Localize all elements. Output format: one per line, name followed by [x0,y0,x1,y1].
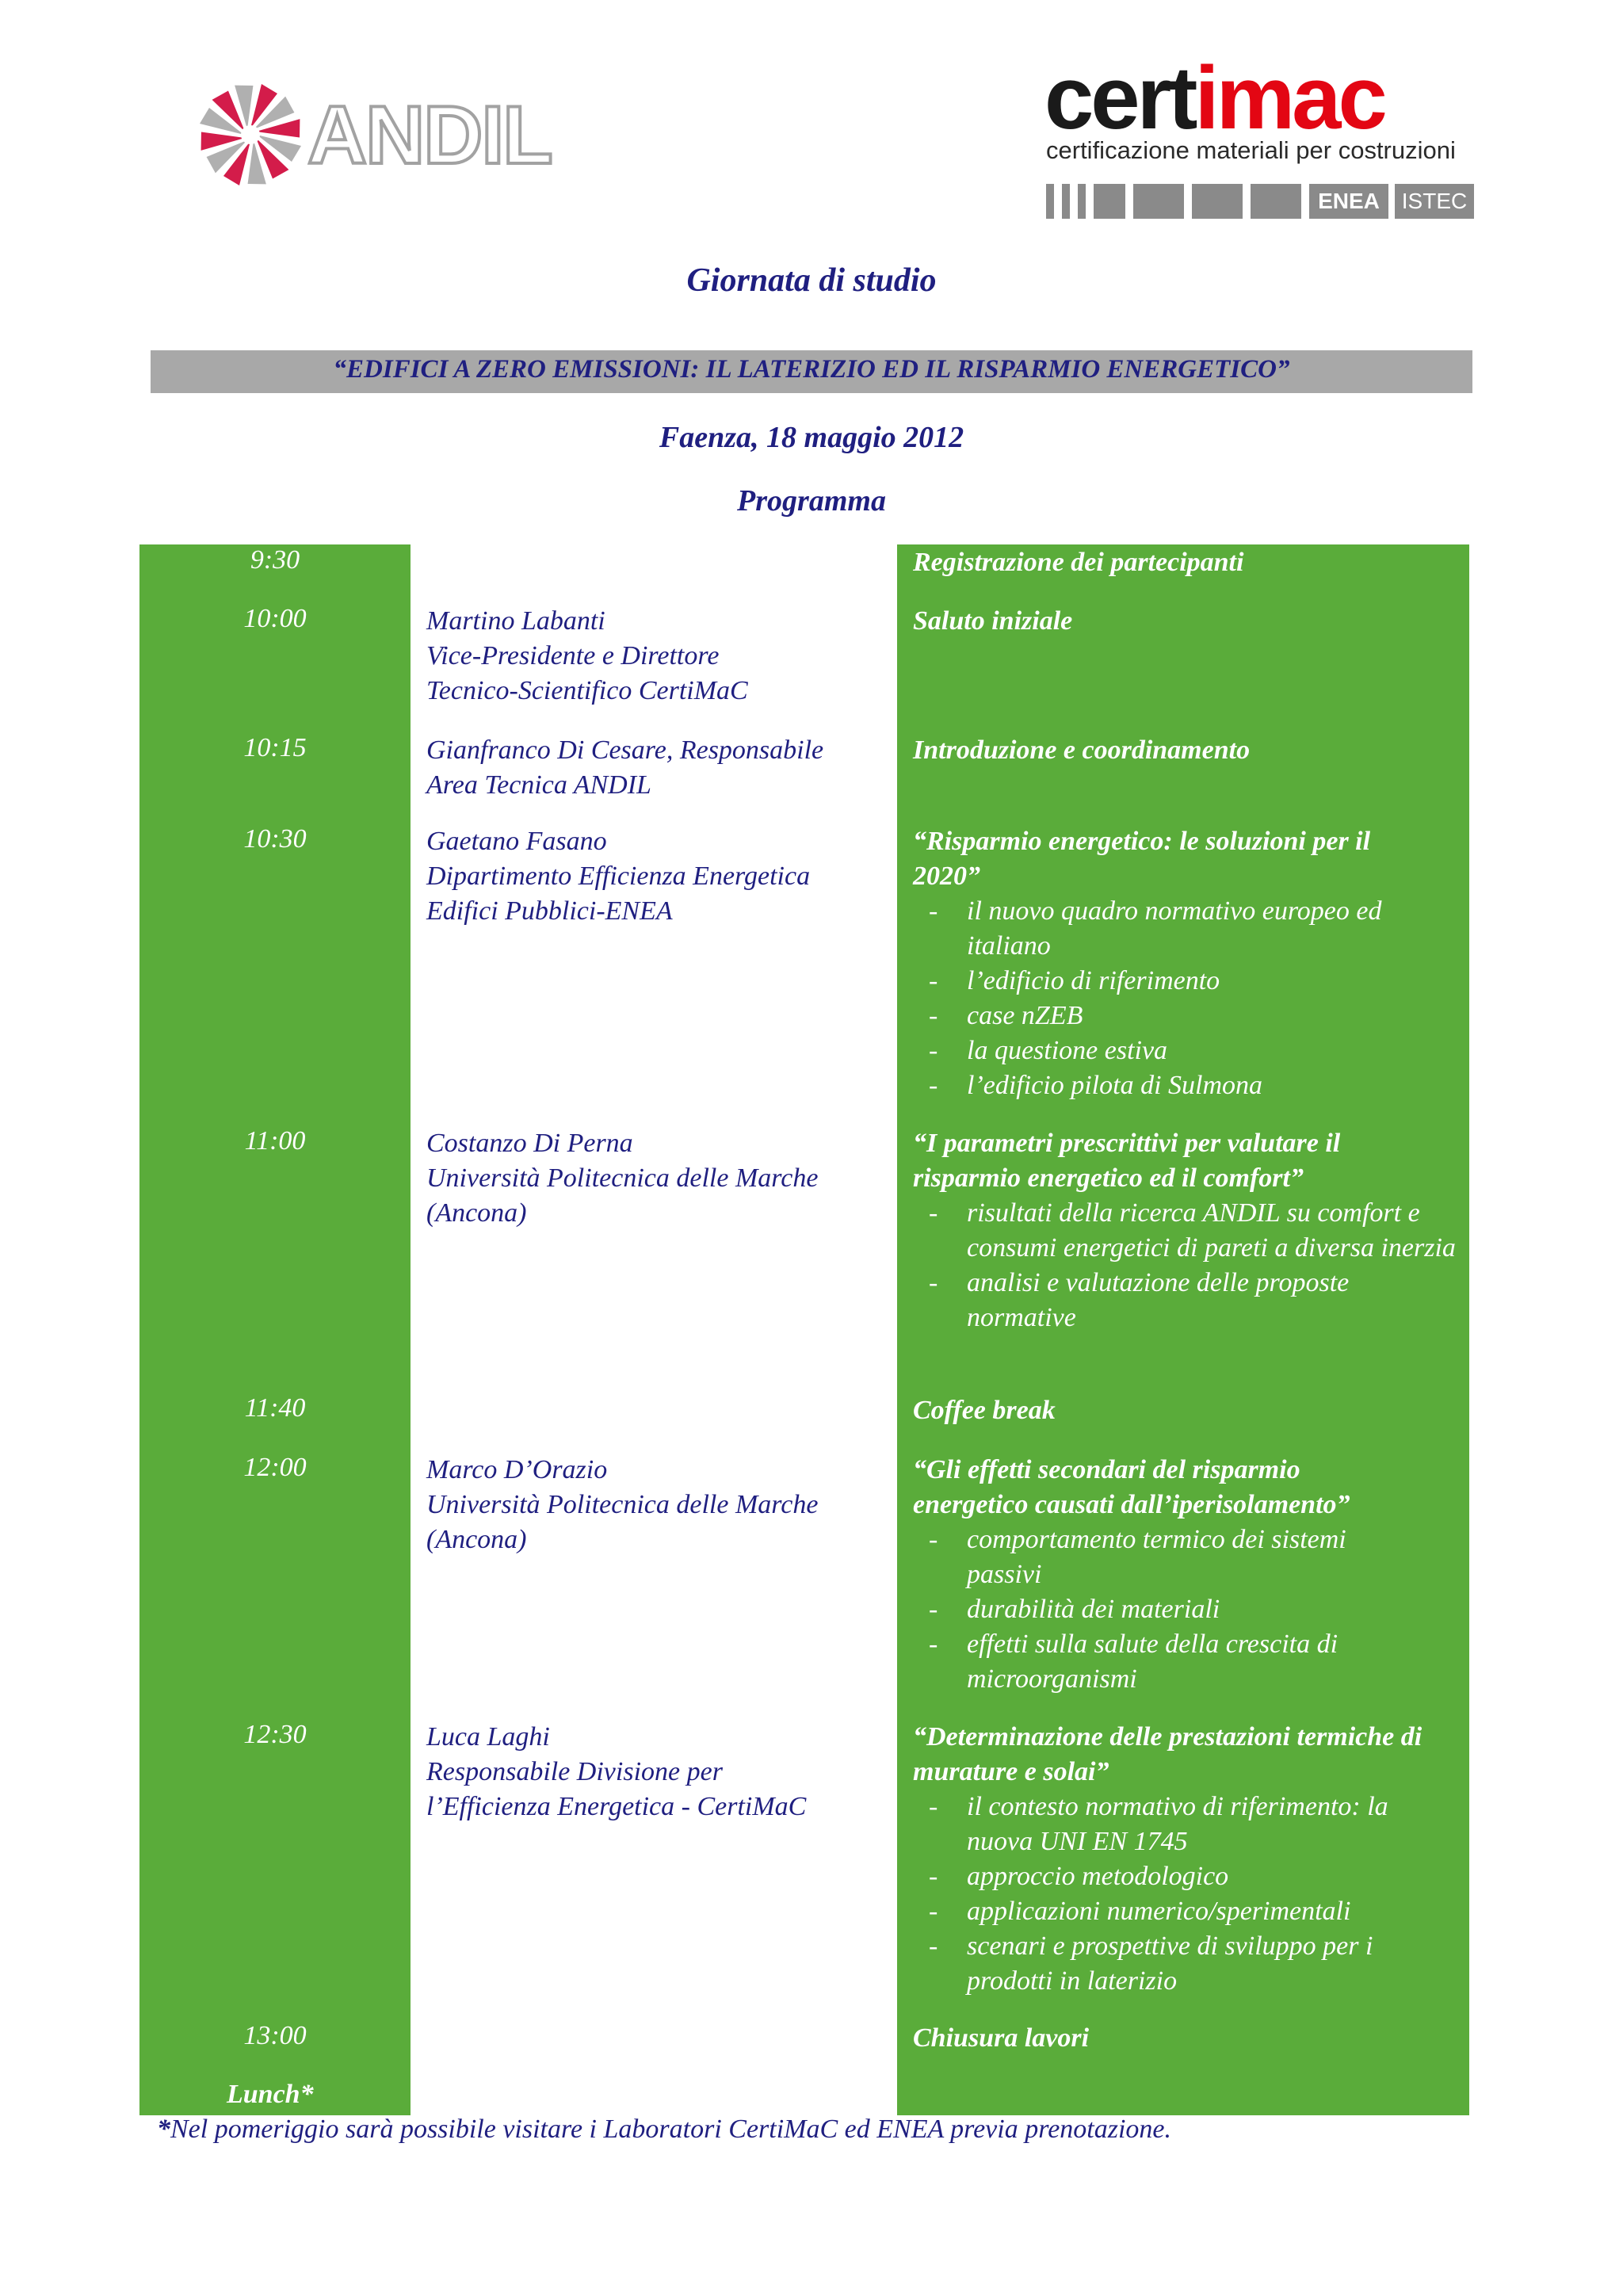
talk-cell [913,1126,1468,1335]
dash-bullet: - [929,896,938,926]
dash-bullet: - [929,1001,938,1030]
program-heading: Programma [737,484,886,518]
talk-cell [913,824,1468,1103]
topic-text: risultati della ricerca ANDIL su comfort e consumi energetici di pareti a diversa inerzia [967,1198,1456,1263]
talk-topics [913,1790,1468,1999]
dash-bullet: - [929,1629,938,1659]
speaker-line: Vice-Presidente e Direttore [426,641,720,670]
topic-item [913,1068,1468,1103]
speaker-line: l’Efficienza Energetica - CertiMaC [426,1792,807,1821]
partner-bar-segment [1094,184,1125,219]
topic-item [913,1592,1468,1627]
speaker-cell [426,1453,886,1557]
time-cell: 13:00 [243,2021,307,2050]
istec-logo-text: ISTEC [1401,189,1468,213]
speaker-line: Dipartimento Efficienza Energetica [426,861,811,891]
talk-title: “Risparmio energetico: le soluzioni per il 2020” [913,827,1371,891]
topic-text: comportamento termico dei sistemi passivi [967,1525,1346,1589]
speaker-line: (Ancona) [426,1525,527,1554]
topic-text: durabilità dei materiali [967,1595,1220,1624]
lunch-label: Lunch* [227,2080,314,2109]
topic-text: applicazioni numerico/sperimentali [967,1897,1351,1926]
certimac-logo [1044,48,1472,230]
speaker-line: (Ancona) [426,1198,527,1228]
time-column [139,544,411,2115]
topic-item [913,1196,1458,1266]
topic-text: il contesto normativo di riferimento: la nuova UNI EN 1745 [967,1792,1388,1856]
footnote [157,2115,1171,2145]
talk-cell [913,1393,1468,1428]
topic-item [913,1859,1468,1894]
topic-item [913,964,1468,999]
topic-text: analisi e valutazione delle proposte normative [967,1268,1350,1332]
andil-logo [166,48,552,222]
partner-bar-segment [1251,184,1301,219]
speaker-line: Costanzo Di Perna [426,1129,633,1158]
page-title: Giornata di studio [686,262,937,299]
footnote-star: * [157,2115,170,2144]
topic-text: scenari e prospettive di sviluppo per i prodotti in laterizio [967,1931,1373,1996]
title-banner-text: “EDIFICI A ZERO EMISSIONI: IL LATERIZIO ED IL RISPARMIO ENERGETICO” [333,355,1290,384]
certimac-wordmark-red: imac [1194,48,1384,147]
speaker-cell [426,824,886,929]
time-cell: 10:30 [243,824,307,854]
talk-cell [913,1720,1468,1999]
partner-bar-segment [1133,184,1184,219]
topic-text: l’edificio pilota di Sulmona [967,1071,1263,1100]
talk-title: “I parametri prescrittivi per valutare il risparmio energetico ed il comfort” [913,1129,1341,1193]
speaker-cell [426,1720,886,1824]
dash-bullet: - [929,1198,938,1228]
andil-flower-icon [195,79,306,190]
dash-bullet: - [929,1071,938,1100]
certimac-partner-bar [1046,184,1474,219]
speaker-line: Università Politecnica delle Marche [426,1163,819,1193]
talk-title: Coffee break [913,1396,1056,1425]
time-cell: 12:30 [243,1720,307,1749]
dash-bullet: - [929,1595,938,1624]
topic-text: case nZEB [967,1001,1083,1030]
speaker-line: Marco D’Orazio [426,1455,608,1484]
certimac-subtitle: certificazione materiali per costruzioni [1046,136,1456,164]
talk-cell [913,1453,1468,1697]
dash-bullet: - [929,1036,938,1065]
speaker-line: Luca Laghi [426,1722,550,1752]
dash-bullet: - [929,1862,938,1891]
certimac-wordmark [1044,48,1384,147]
certimac-wordmark-black: cert [1044,48,1195,147]
speaker-line: Gaetano Fasano [426,827,607,856]
time-cell: 12:00 [243,1453,307,1482]
speaker-line: Area Tecnica ANDIL [426,770,651,800]
dash-bullet: - [929,966,938,995]
speaker-line: Tecnico-Scientifico CertiMaC [426,676,748,705]
dash-bullet: - [929,1268,938,1297]
topic-item [913,1266,1411,1335]
topic-text: l’edificio di riferimento [967,966,1220,995]
speaker-line: Università Politecnica delle Marche [426,1490,819,1519]
time-cell: 10:00 [243,604,307,633]
talk-title: “Gli effetti secondari del risparmio energetico causati dall’iperisolamento” [913,1455,1350,1519]
topic-text: effetti sulla salute della crescita di microorganismi [967,1629,1338,1694]
dash-bullet: - [929,1897,938,1926]
topic-item [913,1033,1468,1068]
time-cell: 10:15 [243,733,307,762]
enea-logo [1309,184,1388,219]
talk-title: Registrazione dei partecipanti [913,548,1244,577]
talk-title: Saluto iniziale [913,606,1073,636]
dash-bullet: - [929,1931,938,1961]
andil-wordmark: ANDIL [307,90,552,181]
speaker-line: Martino Labanti [426,606,605,636]
partner-bar-segment [1062,184,1070,219]
topic-item [913,1627,1426,1697]
talk-topics [913,1522,1468,1697]
speaker-cell [426,1126,886,1231]
topic-item [913,999,1468,1033]
time-cell: 11:40 [244,1393,306,1423]
istec-logo [1395,184,1474,219]
topic-item [913,1929,1395,1999]
topic-item [913,1522,1426,1592]
partner-bar-segment [1192,184,1243,219]
speaker-line: Gianfranco Di Cesare, Responsabile [426,735,824,765]
dash-bullet: - [929,1792,938,1821]
speaker-line: Edifici Pubblici-ENEA [426,896,673,926]
talk-title: Chiusura lavori [913,2023,1090,2053]
topic-text: approccio metodologico [967,1862,1229,1891]
talk-topics [913,894,1468,1103]
talk-cell [913,545,1468,580]
topic-text: la questione estiva [967,1036,1168,1065]
time-cell: 11:00 [244,1126,306,1156]
talk-cell [913,604,1468,639]
footnote-text: Nel pomeriggio sarà possibile visitare i Laboratori CertiMaC ed ENEA previa prenotazione. [170,2115,1171,2144]
enea-logo-text: ENEA [1318,189,1380,213]
topic-item [913,1790,1426,1859]
time-cell: 9:30 [250,545,300,575]
speaker-cell [426,604,886,709]
talk-topics [913,1196,1468,1335]
speaker-line: Responsabile Divisione per [426,1757,723,1786]
topic-text: il nuovo quadro normativo europeo ed italiano [967,896,1382,961]
partner-bar-segment [1046,184,1054,219]
topic-item [913,894,1426,964]
talk-title: Introduzione e coordinamento [913,735,1251,765]
talk-cell [913,733,1468,768]
place-date: Faenza, 18 maggio 2012 [659,421,964,454]
dash-bullet: - [929,1525,938,1554]
speaker-cell [426,733,886,803]
topic-item [913,1894,1468,1929]
partner-bar-segment [1078,184,1086,219]
talk-title: “Determinazione delle prestazioni termiche di murature e solai” [913,1722,1423,1786]
talk-cell [913,2021,1468,2056]
